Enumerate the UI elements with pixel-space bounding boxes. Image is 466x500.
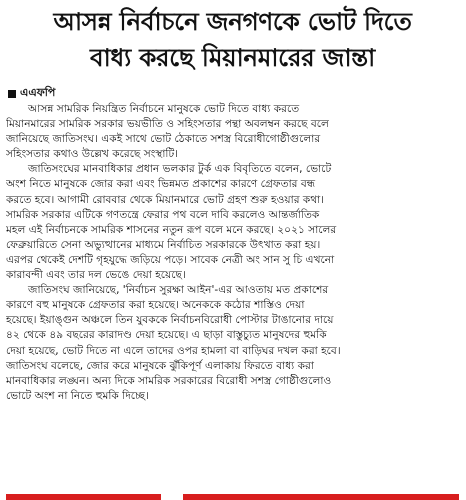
bottom-border-strip: [6, 494, 459, 500]
paragraph-line: ফেব্রুয়ারিতে সেনা অভ্যুত্থানের মাধ্যমে নির্বাচিত সরকারকে উৎখাত করা হয়।: [6, 238, 321, 251]
paragraph-line: দেয়া হয়েছে, ভোট দিতে না এলে তাদের ওপর হামলা বা বাড়িঘর দখল করা হবে।: [6, 344, 341, 357]
paragraph-line: সামরিক সরকার এটিকে গণতন্ত্রে ফেরার পথ বলে দাবি করলেও আন্তর্জাতিক: [6, 208, 320, 221]
paragraph-line: ভোটে অংশ না নিতে হুমকি দিচ্ছে।: [6, 389, 149, 402]
article-body: [6, 102, 459, 404]
paragraph-line: জাতিসংঘের মানবাধিকার প্রধান ভলকার টুর্ক এক বিবৃতিতে বলেন, ভোটে: [28, 163, 332, 176]
paragraph-3: [6, 283, 459, 404]
paragraph-line: জানিয়েছে জাতিসংঘ। একই সাথে ভোট ঠেকাতে সশস্ত্র বিরোধীগোষ্ঠীগুলোর: [6, 133, 321, 146]
headline-line-2: বাধ্য করছে মিয়ানমারের জান্তা: [90, 43, 375, 72]
paragraph-line: করতে হবে। আগামী রোববার থেকে মিয়ানমারে ভোট গ্রহণ শুরু হওয়ার কথা।: [6, 193, 325, 206]
paragraph-line: মিয়ানমারের সামরিক সরকার ভয়ভীতি ও সহিংসতার পন্থা অবলম্বন করছে বলে: [6, 118, 329, 131]
paragraph-line: জাতিসংঘ বলেছে, জোর করে মানুষকে ঝুঁকিপূর্ণ এলাকায় ফিরতে বাধ্য করা: [6, 359, 314, 372]
paragraph-1: [6, 102, 459, 162]
byline-source: এএফপি: [20, 86, 56, 99]
headline: [6, 4, 459, 76]
paragraph-line: মানবাধিকার লঙ্ঘন। অন্য দিকে সামরিক সরকারের বিরোধী সশস্ত্র গোষ্ঠীগুলোও: [6, 374, 332, 387]
paragraph-2: [6, 162, 459, 283]
paragraph-line: হয়েছে। ইয়াঙ্গুন অঞ্চলে তিন যুবককে নির্বাচনবিরোধী পোস্টার টাঙানোর দায়ে: [6, 314, 334, 327]
paragraph-line: এরপর থেকেই দেশটি গৃহযুদ্ধে জড়িয়ে পড়ে। সাবেক নেত্রী অং সান সু চি এখনো: [6, 253, 335, 266]
paragraph-line: সহিংসতার কথাও উল্লেখ করেছে সংস্থাটি।: [6, 148, 179, 161]
paragraph-line: কারণে বহু মানুষকে গ্রেফতার করা হয়েছে। অনেককে কঠোর শাস্তিও দেয়া: [6, 299, 305, 312]
square-bullet-icon: [8, 90, 16, 98]
strip-gap: [161, 494, 183, 500]
paragraph-line: আসন্ন সামরিক নিয়ন্ত্রিত নির্বাচনে মানুষকে ভোট দিতে বাধ্য করতে: [28, 103, 300, 115]
byline: [6, 86, 459, 101]
paragraph-line: মহল এই নির্বাচনকে সামরিক শাসনের নতুন রূপ বলে মনে করছে। ২০২১ সালের: [6, 223, 337, 236]
headline-line-1: আসন্ন নির্বাচনে জনগণকে ভোট দিতে: [53, 7, 412, 36]
paragraph-line: ৪২ থেকে ৪৯ বছরের কারাদণ্ড দেয়া হয়েছে। এ ছাড়া বাস্তুচ্যুত মানুষদের হুমকি: [6, 329, 327, 342]
paragraph-line: জাতিসংঘ জানিয়েছে, 'নির্বাচন সুরক্ষা আইন'-এর আওতায় মত প্রকাশের: [28, 284, 329, 297]
paragraph-line: অংশ নিতে মানুষকে জোর করা এবং ভিন্নমত প্রকাশের কারণে গ্রেফতার বন্ধ: [6, 178, 316, 191]
paragraph-line: কারাবন্দী এবং তার দল ভেঙে দেয়া হয়েছে।: [6, 269, 186, 282]
